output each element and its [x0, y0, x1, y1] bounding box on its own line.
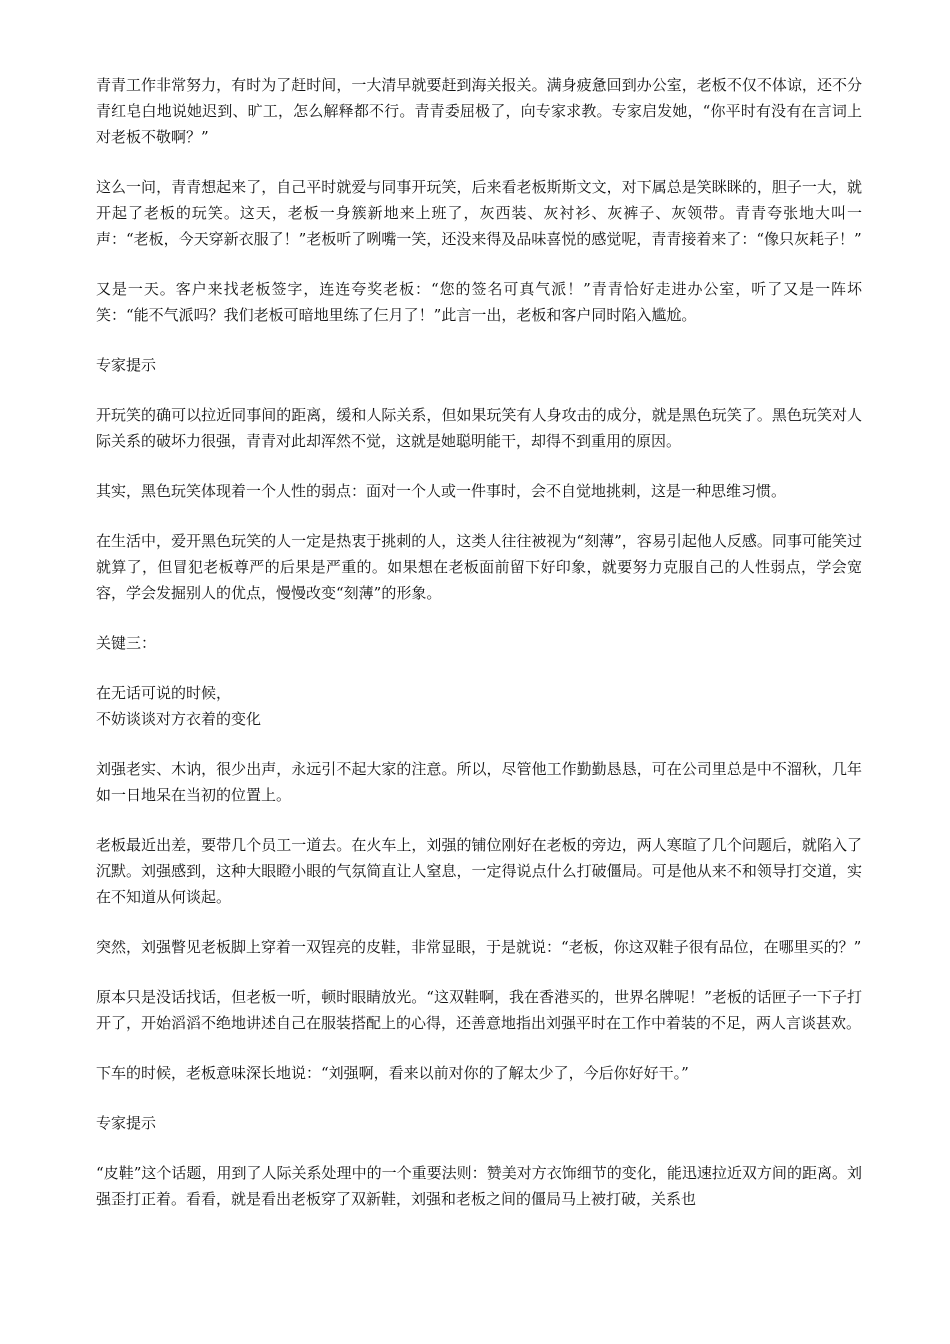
paragraph-liuqiang-shoes: 突然，刘强瞥见老板脚上穿着一双锃亮的皮鞋，非常显眼，于是就说：“老板，你这双鞋子很有品位，在哪里买的？” — [96, 938, 862, 956]
paragraph-qingqing-intro: 青青工作非常努力，有时为了赶时间，一大清早就要赶到海关报关。满身疲惫回到办公室，老板不仅不体谅，还不分青红皂白地说她迟到、旷工，怎么解释都不行。青青委屈极了，向专家求教。专家启发她，“你平时有没有在言词上对老板不敬啊？” — [96, 76, 862, 146]
paragraph-boss-reply: 原本只是没话找话，但老板一听，顿时眼睛放光。“这双鞋啊，我在香港买的，世界名牌呢！”老板的话匣子一下子打开了，开始滔滔不绝地讲述自己在服装搭配上的心得，还善意地指出刘强平时在工作中着装的不足，两人言谈甚欢。 — [96, 988, 862, 1032]
paragraph-getting-off: 下车的时候，老板意味深长地说：“刘强啊，看来以前对你的了解太少了，今后你好好干。” — [96, 1064, 689, 1082]
paragraph-liuqiang-train: 老板最近出差，要带几个员工一道去。在火车上，刘强的铺位刚好在老板的旁边，两人寒暄了几个问题后，就陷入了沉默。刘强感到，这种大眼瞪小眼的气氛简直让人窒息，一定得说点什么打破僵局。可是他从来不和领导打交道，实在不知道从何谈起。 — [96, 836, 862, 906]
paragraph-dark-joke: 开玩笑的确可以拉近同事间的距离，缓和人际关系，但如果玩笑有人身攻击的成分，就是黑色玩笑了。黑色玩笑对人际关系的破坏力很强，青青对此却浑然不觉，这就是她聪明能干，却得不到重用的原因。 — [96, 406, 862, 450]
key-three-subheading: 在无话可说的时候， 不妨谈谈对方衣着的变化 — [96, 684, 262, 728]
paragraph-qingqing-signature: 又是一天。客户来找老板签字，连连夸奖老板：“您的签名可真气派！”青青恰好走进办公室，听了又是一阵坏笑：“能不气派吗？我们老板可暗地里练了仨月了！”此言一出，老板和客户同时陷入尴尬。 — [96, 280, 862, 324]
expert-tip-heading: 专家提示 — [96, 356, 157, 374]
paragraph-qingqing-joke: 这么一问，青青想起来了，自己平时就爱与同事开玩笑，后来看老板斯斯文文，对下属总是笑眯眯的，胆子一大，就开起了老板的玩笑。这天，老板一身簇新地来上班了，灰西装、灰衬衫、灰裤子、灰领带。青青夸张地大叫一声：“老板，今天穿新衣服了！”老板听了咧嘴一笑，还没来得及品味喜悦的感觉呢，青青接着来了：“像只灰耗子！” — [96, 178, 862, 248]
paragraph-harsh-image: 在生活中，爱开黑色玩笑的人一定是热衷于挑刺的人，这类人往往被视为“刻薄”，容易引起他人反感。同事可能笑过就算了，但冒犯老板尊严的后果是严重的。如果想在老板面前留下好印象，就要努力克服自己的人性弱点，学会宽容，学会发掘别人的优点，慢慢改变“刻薄”的形象。 — [96, 532, 862, 602]
paragraph-leather-shoes-topic: “皮鞋”这个话题，用到了人际关系处理中的一个重要法则：赞美对方衣饰细节的变化，能迅速拉近双方间的距离。刘强歪打正着。看看，就是看出老板穿了双新鞋，刘强和老板之间的僵局马上被打破，关系也 — [96, 1164, 862, 1208]
paragraph-human-weakness: 其实，黑色玩笑体现着一个人性的弱点：面对一个人或一件事时，会不自觉地挑刺，这是一种思维习惯。 — [96, 482, 787, 500]
expert-tip-heading-2: 专家提示 — [96, 1114, 157, 1132]
document-page — [96, 72, 862, 1236]
key-three-heading: 关键三： — [96, 634, 157, 652]
paragraph-liuqiang-intro: 刘强老实、木讷，很少出声，永远引不起大家的注意。所以，尽管他工作勤勤恳恳，可在公司里总是中不溜秋，几年如一日地呆在当初的位置上。 — [96, 760, 862, 804]
